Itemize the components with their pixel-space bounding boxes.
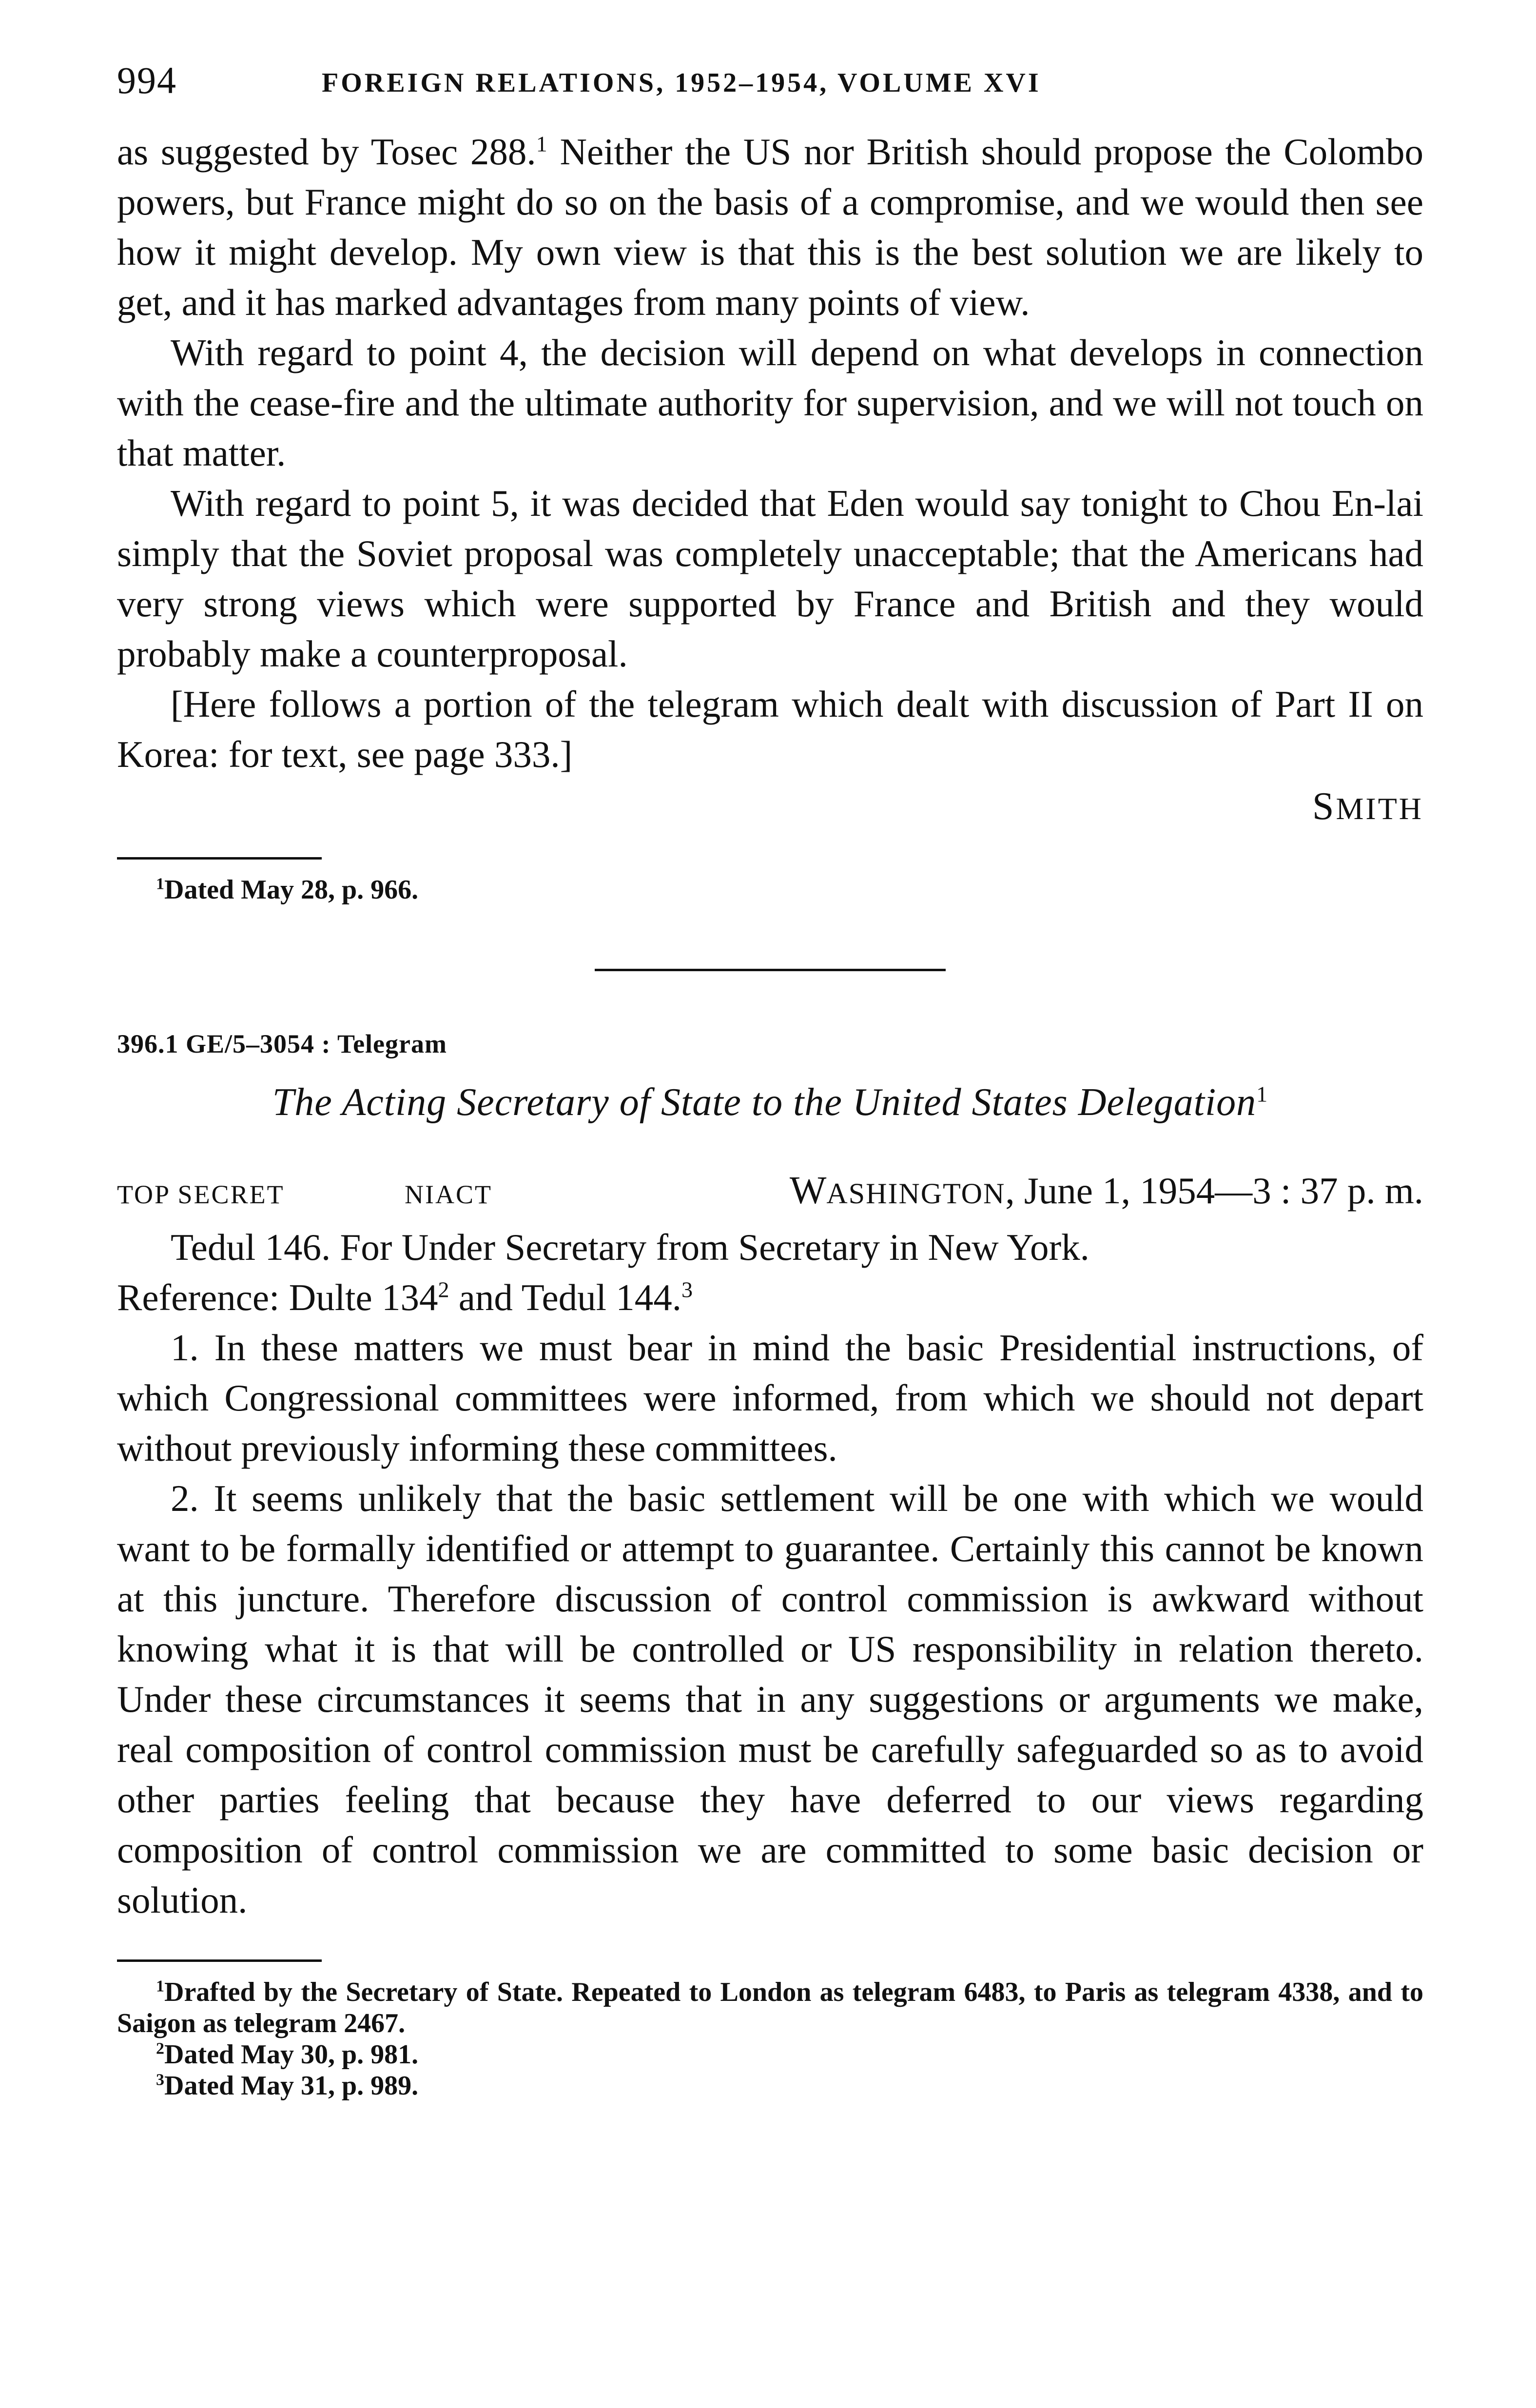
section2-body bbox=[117, 1222, 1423, 1925]
paragraph: 2. It seems unlikely that the basic settlement will be one with which we would want to be formally identified or attempt to guarantee. Certainly this cannot be known at this juncture. Therefore discussion of control commission is awkward without knowing what it is that will be controlled or US responsibility in relation thereto. Under these circumstances it seems that in any suggestions or arguments we make, real composition of control commission must be carefully safeguarded so as to avoid other parties feeling that because they have deferred to our views regarding composition of control commission we are committed to some basic decision or solution. bbox=[117, 1477, 1423, 1921]
running-head: FOREIGN RELATIONS, 1952–1954, VOLUME XVI bbox=[322, 68, 1041, 98]
date-text: , June 1, 1954—3 : 37 p. m. bbox=[1005, 1170, 1423, 1212]
place-date bbox=[790, 1169, 1423, 1213]
paragraph: With regard to point 5, it was decided that Eden would say tonight to Chou En-lai simply that the Soviet proposal was completely unacceptable; that the Americans had very strong views which were supported by France and British and they would probably make a counterproposal. bbox=[117, 482, 1423, 675]
footnote-ref: 1 bbox=[536, 131, 547, 157]
document-page bbox=[117, 59, 1423, 2101]
paragraph: Tedul 146. For Under Secretary from Secretary in New York. bbox=[171, 1226, 1089, 1268]
paragraph-text: Neither the US nor British should propose the Colombo powers, but France might do so on the basis of a compromise, and we would then see how it might develop. My own view is that this is the best solution we are likely to get, and it has marked advantages from many points of view. bbox=[117, 131, 1424, 323]
paragraph: 1. In these matters we must bear in mind the basic Presidential instructions, of which Congressional committees were informed, from which we should not depart without previously informing these committees. bbox=[117, 1327, 1423, 1469]
footnote-text: Dated May 28, p. 966. bbox=[164, 875, 419, 905]
footnote-number: 1 bbox=[156, 875, 164, 893]
footnote-number: 1 bbox=[156, 1977, 164, 1996]
footnote bbox=[117, 2070, 1423, 2101]
document-title bbox=[117, 1080, 1423, 1125]
footnote-ref: 1 bbox=[1256, 1081, 1268, 1107]
classification: TOP SECRET bbox=[117, 1180, 285, 1209]
footnote-number: 3 bbox=[156, 2071, 164, 2089]
dateline bbox=[117, 1169, 1423, 1222]
handling-marker: NIACT bbox=[405, 1180, 492, 1209]
footnote bbox=[117, 1977, 1423, 2039]
footnote-rule bbox=[117, 857, 322, 860]
signature bbox=[117, 782, 1423, 834]
section2-footnotes bbox=[117, 1977, 1423, 2101]
section1-footnotes bbox=[117, 874, 1423, 905]
reference-text: Reference: Dulte 134 bbox=[117, 1276, 438, 1318]
place-initial: W bbox=[789, 1169, 827, 1212]
file-reference: 396.1 GE/5–3054 : Telegram bbox=[117, 1029, 447, 1058]
section1-body bbox=[117, 127, 1423, 780]
section-separator bbox=[595, 969, 946, 971]
footnote-number: 2 bbox=[156, 2039, 164, 2058]
footnote-text: Drafted by the Secretary of State. Repeated to London as telegram 6483, to Paris as telegram 4338, and to Saigon as telegram 2467. bbox=[117, 1977, 1423, 2038]
reference-line bbox=[117, 1273, 1423, 1323]
footnote bbox=[117, 874, 1423, 905]
document-title-text: The Acting Secretary of State to the United States Delegation bbox=[272, 1081, 1257, 1124]
signature-rest: MITH bbox=[1336, 791, 1423, 826]
paragraph: With regard to point 4, the decision will depend on what develops in connection with the cease-fire and the ultimate authority for supervision, and we will not touch on that matter. bbox=[117, 332, 1423, 474]
signature-initial: S bbox=[1312, 785, 1336, 828]
footnote-text: Dated May 30, p. 981. bbox=[164, 2039, 419, 2070]
reference-text: and Tedul 144. bbox=[449, 1276, 682, 1318]
editorial-note: [Here follows a portion of the telegram which dealt with discussion of Part II on Korea: for text, see page 333.] bbox=[117, 683, 1423, 775]
page-header bbox=[117, 59, 1423, 127]
footnote-ref: 3 bbox=[681, 1277, 693, 1302]
paragraph-text: as suggested by Tosec 288. bbox=[117, 131, 536, 173]
place-rest: ASHINGTON bbox=[826, 1177, 1006, 1210]
paragraph bbox=[117, 127, 1423, 328]
page-number: 994 bbox=[117, 59, 177, 101]
footnote-ref: 2 bbox=[438, 1277, 449, 1302]
footnote-text: Dated May 31, p. 989. bbox=[164, 2071, 419, 2101]
footnote-rule bbox=[117, 1959, 322, 1962]
footnote bbox=[117, 2039, 1423, 2070]
